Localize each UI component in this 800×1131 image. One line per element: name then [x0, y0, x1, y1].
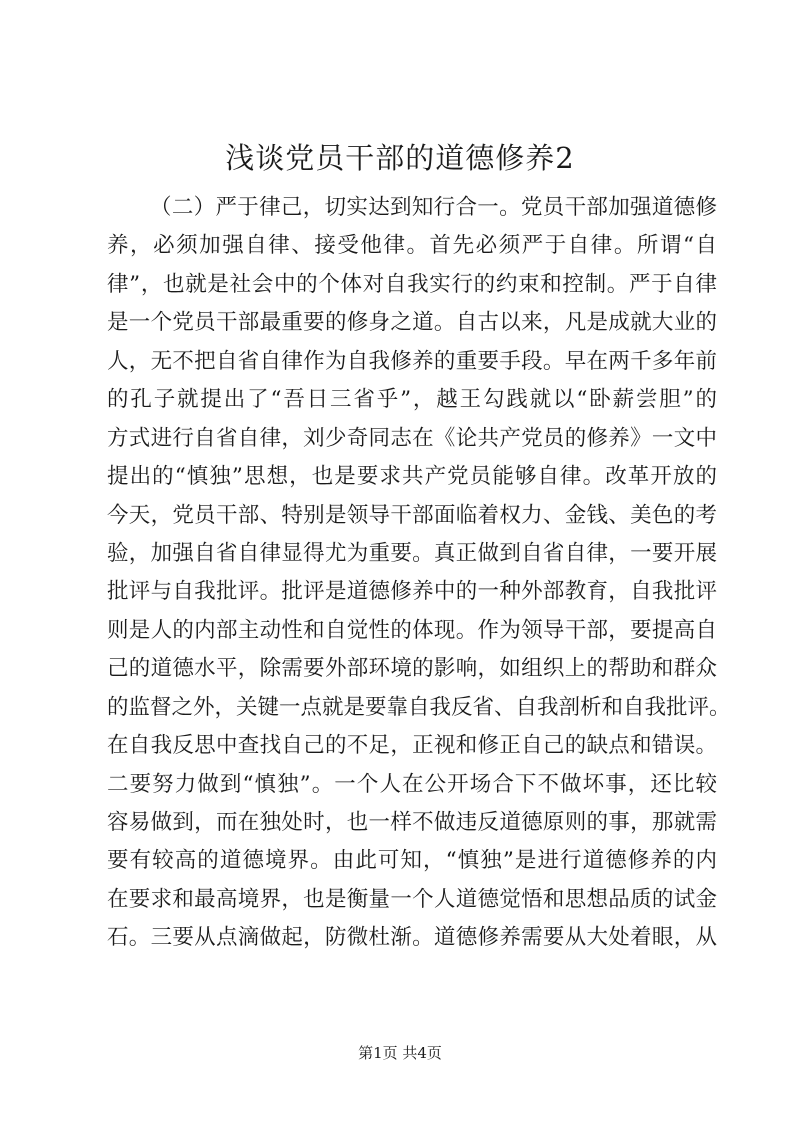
text-line: 则是人的内部主动性和自觉性的体现。作为领导干部，要提高自	[107, 617, 717, 643]
text-line: 己的道德水平，除需要外部环境的影响，如组织上的帮助和群众	[107, 656, 717, 682]
text-line: 批评与自我批评。批评是道德修养中的一种外部教育，自我批评	[107, 579, 717, 605]
text-line: 养，必须加强自律、接受他律。首先必须严于自律。所谓“自	[107, 233, 717, 259]
text-line: 容易做到，而在独处时，也一样不做违反道德原则的事，那就需	[107, 810, 717, 835]
text-line: 方式进行自省自律，刘少奇同志在《论共产党员的修养》一文中	[107, 425, 717, 451]
text-line: 的孔子就提出了“吾日三省乎”，越王勾践就以“卧薪尝胆”的	[107, 387, 717, 413]
page-indicator: 第1页 共4页	[358, 1044, 442, 1062]
text-line: 人，无不把自省自律作为自我修养的重要手段。早在两千多年前	[107, 348, 717, 374]
text-line: 要有较高的道德境界。由此可知，“慎独”是进行道德修养的内	[107, 848, 717, 874]
text-line: 二要努力做到“慎独”。一个人在公开场合下不做坏事，还比较	[107, 771, 717, 797]
text-line: 是一个党员干部最重要的修身之道。自古以来，凡是成就大业的	[107, 310, 717, 336]
document-title: 浅谈党员干部的道德修养2	[225, 141, 575, 175]
text-line: 今天，党员干部、特别是领导干部面临着权力、金钱、美色的考	[107, 502, 717, 528]
body-paragraph	[107, 189, 731, 958]
text-line: 石。三要从点滴做起，防微杜渐。道德修养需要从大处着眼，从	[107, 925, 717, 951]
text-line: 的监督之外，关键一点就是要靠自我反省、自我剖析和自我批评。	[107, 694, 731, 720]
text-line: 在自我反思中查找自己的不足，正视和修正自己的缺点和错误。	[107, 733, 717, 759]
text-line: 律”，也就是社会中的个体对自我实行的约束和控制。严于自律	[107, 271, 717, 297]
text-line: 验，加强自省自律显得尤为重要。真正做到自省自律，一要开展	[107, 540, 717, 566]
page-footer	[0, 1043, 800, 1063]
text-line: 在要求和最高境界，也是衡量一个人道德觉悟和思想品质的试金	[107, 886, 717, 912]
text-line: 提出的“慎独”思想，也是要求共产党员能够自律。改革开放的	[107, 464, 717, 490]
text-line: （二）严于律己，切实达到知行合一。党员干部加强道德修	[150, 195, 717, 220]
